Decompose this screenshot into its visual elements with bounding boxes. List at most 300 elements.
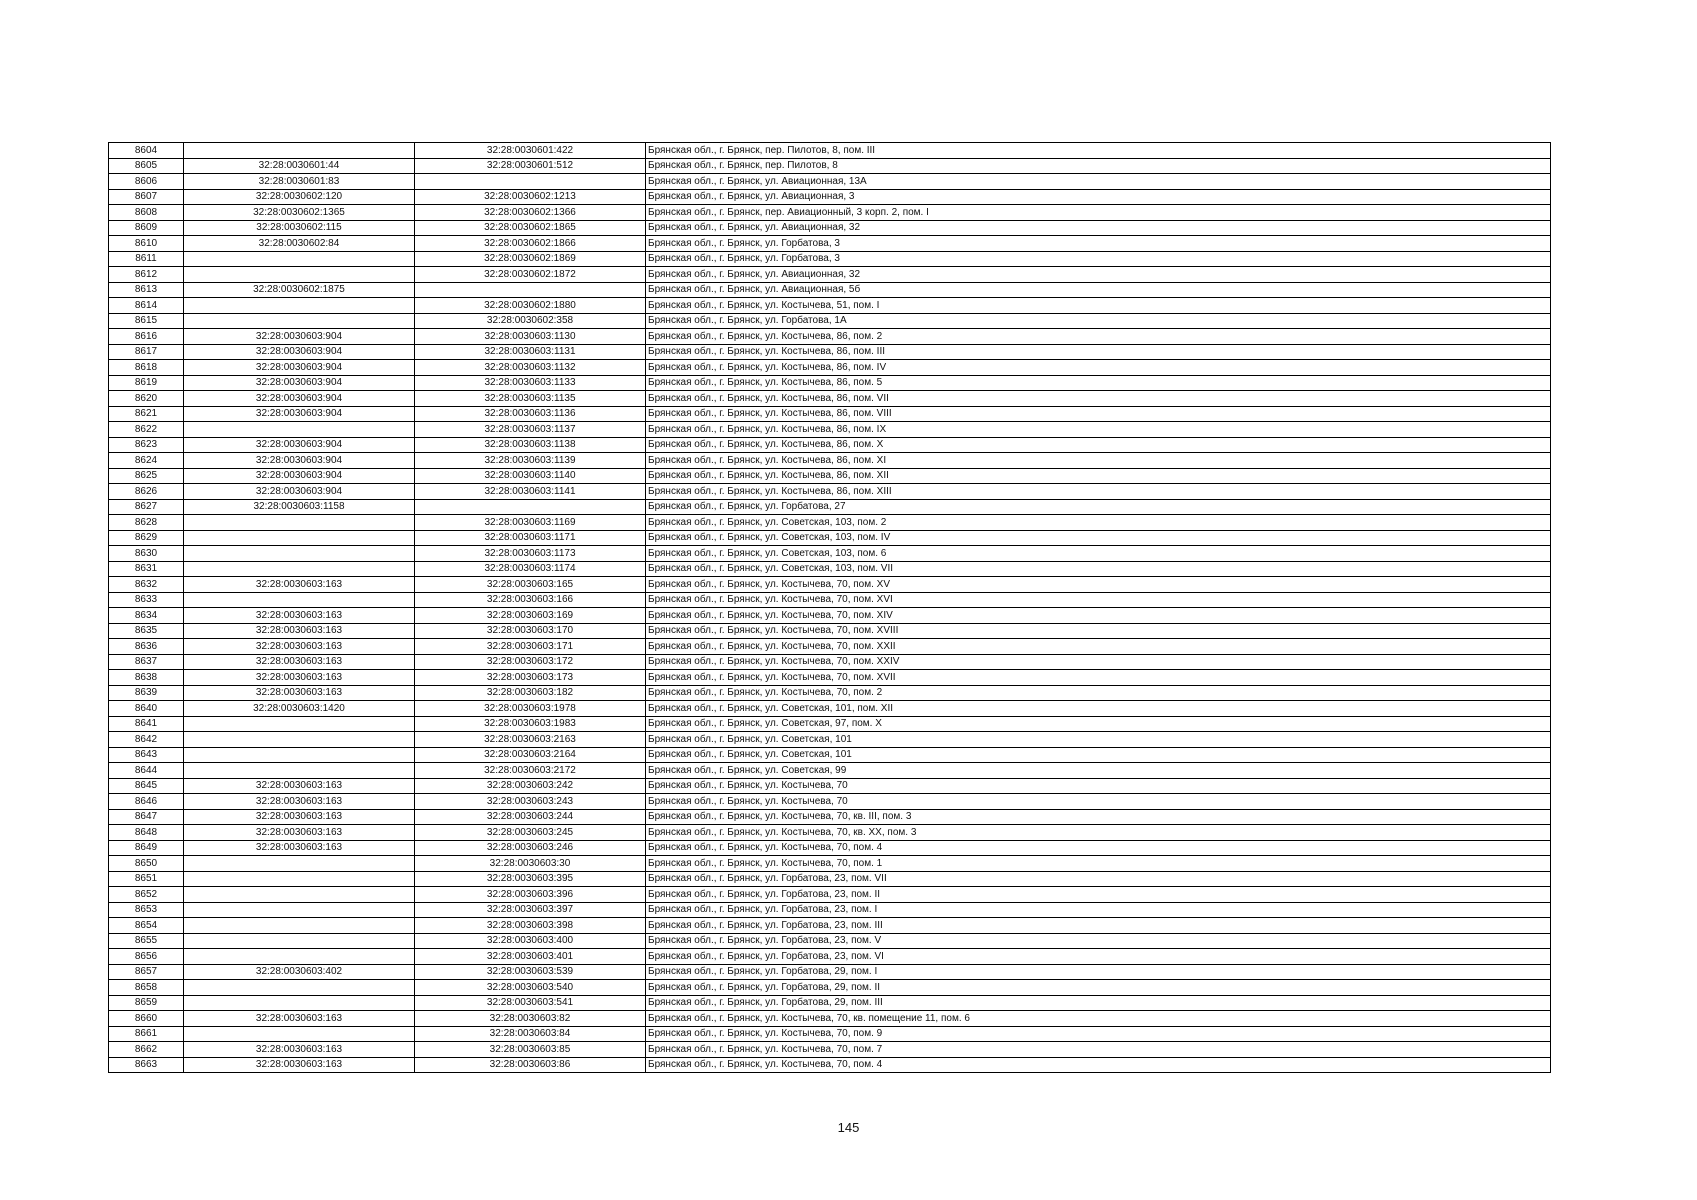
cadastral-number-cell: 32:28:0030603:169 (415, 608, 646, 624)
parent-cadastral-number-cell: 32:28:0030603:904 (184, 329, 415, 345)
table-row (109, 794, 1551, 810)
table-row (109, 809, 1551, 825)
table-row (109, 344, 1551, 360)
address-cell: Брянская обл., г. Брянск, ул. Костычева, 70, пом. XV (646, 577, 1551, 593)
cadastral-number-cell: 32:28:0030603:166 (415, 592, 646, 608)
table-row (109, 592, 1551, 608)
address-cell: Брянская обл., г. Брянск, ул. Авиационная, 3 (646, 189, 1551, 205)
address-cell: Брянская обл., г. Брянск, ул. Советская, 103, пом. 6 (646, 546, 1551, 562)
parent-cadastral-number-cell: 32:28:0030602:120 (184, 189, 415, 205)
cadastral-number-cell: 32:28:0030603:1169 (415, 515, 646, 531)
table-row (109, 391, 1551, 407)
cadastral-number-cell: 32:28:0030603:1978 (415, 701, 646, 717)
cadastral-number-cell: 32:28:0030603:401 (415, 949, 646, 965)
parent-cadastral-number-cell (184, 902, 415, 918)
cadastral-number-cell: 32:28:0030603:30 (415, 856, 646, 872)
address-cell: Брянская обл., г. Брянск, ул. Советская, 101 (646, 732, 1551, 748)
table-row (109, 158, 1551, 174)
cadastral-number-cell: 32:28:0030603:1131 (415, 344, 646, 360)
cadastral-number-cell: 32:28:0030602:358 (415, 313, 646, 329)
cadastral-number-cell: 32:28:0030603:246 (415, 840, 646, 856)
parent-cadastral-number-cell: 32:28:0030603:904 (184, 453, 415, 469)
row-number-cell: 8652 (109, 887, 184, 903)
cadastral-number-cell: 32:28:0030603:243 (415, 794, 646, 810)
cadastral-number-cell: 32:28:0030603:1132 (415, 360, 646, 376)
address-cell: Брянская обл., г. Брянск, ул. Костычева, 70, пом. 7 (646, 1042, 1551, 1058)
table-row (109, 933, 1551, 949)
cadastral-number-cell: 32:28:0030601:422 (415, 143, 646, 159)
row-number-cell: 8618 (109, 360, 184, 376)
table-row (109, 143, 1551, 159)
row-number-cell: 8623 (109, 437, 184, 453)
parent-cadastral-number-cell: 32:28:0030603:904 (184, 360, 415, 376)
cadastral-number-cell: 32:28:0030603:85 (415, 1042, 646, 1058)
table-row (109, 995, 1551, 1011)
cadastral-number-cell: 32:28:0030603:173 (415, 670, 646, 686)
table-row (109, 1042, 1551, 1058)
parent-cadastral-number-cell (184, 933, 415, 949)
parent-cadastral-number-cell (184, 546, 415, 562)
table-row (109, 825, 1551, 841)
address-cell: Брянская обл., г. Брянск, ул. Горбатова, 3 (646, 236, 1551, 252)
row-number-cell: 8619 (109, 375, 184, 391)
address-cell: Брянская обл., г. Брянск, ул. Горбатова, 29, пом. III (646, 995, 1551, 1011)
table-row (109, 515, 1551, 531)
table-row (109, 468, 1551, 484)
row-number-cell: 8661 (109, 1026, 184, 1042)
table-row (109, 778, 1551, 794)
table-row (109, 561, 1551, 577)
row-number-cell: 8650 (109, 856, 184, 872)
address-cell: Брянская обл., г. Брянск, ул. Советская, 99 (646, 763, 1551, 779)
cadastral-number-cell: 32:28:0030603:2163 (415, 732, 646, 748)
row-number-cell: 8613 (109, 282, 184, 298)
table-row (109, 964, 1551, 980)
parent-cadastral-number-cell (184, 1026, 415, 1042)
address-cell: Брянская обл., г. Брянск, ул. Костычева, 70, пом. 9 (646, 1026, 1551, 1042)
address-cell: Брянская обл., г. Брянск, ул. Костычева, 70 (646, 778, 1551, 794)
address-cell: Брянская обл., г. Брянск, ул. Советская, 103, пом. VII (646, 561, 1551, 577)
parent-cadastral-number-cell (184, 515, 415, 531)
parent-cadastral-number-cell (184, 251, 415, 267)
address-cell: Брянская обл., г. Брянск, пер. Пилотов, 8, пом. III (646, 143, 1551, 159)
page-number: 145 (837, 1120, 860, 1135)
address-cell: Брянская обл., г. Брянск, ул. Горбатова, 29, пом. II (646, 980, 1551, 996)
row-number-cell: 8645 (109, 778, 184, 794)
parent-cadastral-number-cell: 32:28:0030603:163 (184, 1057, 415, 1073)
table-row (109, 174, 1551, 190)
cadastral-number-cell: 32:28:0030603:1130 (415, 329, 646, 345)
table-row (109, 422, 1551, 438)
address-cell: Брянская обл., г. Брянск, ул. Костычева, 86, пом. IX (646, 422, 1551, 438)
cadastral-number-cell: 32:28:0030603:396 (415, 887, 646, 903)
address-cell: Брянская обл., г. Брянск, ул. Костычева, 70, пом. 1 (646, 856, 1551, 872)
parent-cadastral-number-cell: 32:28:0030603:904 (184, 484, 415, 500)
address-cell: Брянская обл., г. Брянск, ул. Костычева, 86, пом. IV (646, 360, 1551, 376)
parent-cadastral-number-cell: 32:28:0030601:83 (184, 174, 415, 190)
address-cell: Брянская обл., г. Брянск, ул. Горбатова, 23, пом. VI (646, 949, 1551, 965)
row-number-cell: 8626 (109, 484, 184, 500)
table-row (109, 267, 1551, 283)
table-row (109, 499, 1551, 515)
address-cell: Брянская обл., г. Брянск, ул. Костычева, 86, пом. XII (646, 468, 1551, 484)
address-cell: Брянская обл., г. Брянск, пер. Пилотов, 8 (646, 158, 1551, 174)
row-number-cell: 8615 (109, 313, 184, 329)
table-row (109, 205, 1551, 221)
address-cell: Брянская обл., г. Брянск, ул. Горбатова, 23, пом. V (646, 933, 1551, 949)
cadastral-number-cell: 32:28:0030602:1865 (415, 220, 646, 236)
parent-cadastral-number-cell: 32:28:0030603:904 (184, 375, 415, 391)
cadastral-number-cell: 32:28:0030603:1983 (415, 716, 646, 732)
row-number-cell: 8607 (109, 189, 184, 205)
table-row (109, 902, 1551, 918)
row-number-cell: 8656 (109, 949, 184, 965)
parent-cadastral-number-cell (184, 949, 415, 965)
address-cell: Брянская обл., г. Брянск, ул. Горбатова, 1А (646, 313, 1551, 329)
address-cell: Брянская обл., г. Брянск, ул. Советская, 101, пом. XII (646, 701, 1551, 717)
cadastral-number-cell (415, 282, 646, 298)
parent-cadastral-number-cell (184, 871, 415, 887)
cadastral-number-cell: 32:28:0030602:1213 (415, 189, 646, 205)
parent-cadastral-number-cell (184, 716, 415, 732)
cadastral-number-cell: 32:28:0030603:242 (415, 778, 646, 794)
row-number-cell: 8616 (109, 329, 184, 345)
address-cell: Брянская обл., г. Брянск, ул. Костычева, 86, пом. 2 (646, 329, 1551, 345)
cadastral-number-cell: 32:28:0030603:1139 (415, 453, 646, 469)
table-row (109, 685, 1551, 701)
row-number-cell: 8658 (109, 980, 184, 996)
table-row (109, 701, 1551, 717)
parent-cadastral-number-cell: 32:28:0030603:163 (184, 670, 415, 686)
parent-cadastral-number-cell: 32:28:0030603:402 (184, 964, 415, 980)
parent-cadastral-number-cell (184, 856, 415, 872)
parent-cadastral-number-cell (184, 530, 415, 546)
address-cell: Брянская обл., г. Брянск, ул. Костычева, 70 (646, 794, 1551, 810)
registry-table-body (109, 143, 1551, 1073)
table-row (109, 670, 1551, 686)
property-registry-table (108, 142, 1551, 1073)
address-cell: Брянская обл., г. Брянск, ул. Костычева, 86, пом. XIII (646, 484, 1551, 500)
row-number-cell: 8641 (109, 716, 184, 732)
row-number-cell: 8638 (109, 670, 184, 686)
row-number-cell: 8631 (109, 561, 184, 577)
row-number-cell: 8648 (109, 825, 184, 841)
address-cell: Брянская обл., г. Брянск, ул. Костычева, 70, пом. XVII (646, 670, 1551, 686)
parent-cadastral-number-cell: 32:28:0030603:904 (184, 391, 415, 407)
table-row (109, 406, 1551, 422)
parent-cadastral-number-cell: 32:28:0030603:163 (184, 809, 415, 825)
address-cell: Брянская обл., г. Брянск, ул. Советская, 103, пом. IV (646, 530, 1551, 546)
cadastral-number-cell: 32:28:0030603:1140 (415, 468, 646, 484)
address-cell: Брянская обл., г. Брянск, ул. Костычева, 70, пом. XVIII (646, 623, 1551, 639)
cadastral-number-cell: 32:28:0030603:1138 (415, 437, 646, 453)
cadastral-number-cell: 32:28:0030602:1869 (415, 251, 646, 267)
cadastral-number-cell (415, 499, 646, 515)
row-number-cell: 8632 (109, 577, 184, 593)
table-row (109, 546, 1551, 562)
parent-cadastral-number-cell (184, 747, 415, 763)
cadastral-number-cell: 32:28:0030603:1135 (415, 391, 646, 407)
parent-cadastral-number-cell (184, 980, 415, 996)
parent-cadastral-number-cell (184, 267, 415, 283)
table-row (109, 577, 1551, 593)
cadastral-number-cell: 32:28:0030603:82 (415, 1011, 646, 1027)
address-cell: Брянская обл., г. Брянск, ул. Горбатова, 23, пом. VII (646, 871, 1551, 887)
row-number-cell: 8653 (109, 902, 184, 918)
table-row (109, 747, 1551, 763)
parent-cadastral-number-cell: 32:28:0030601:44 (184, 158, 415, 174)
parent-cadastral-number-cell: 32:28:0030602:115 (184, 220, 415, 236)
parent-cadastral-number-cell: 32:28:0030602:1875 (184, 282, 415, 298)
address-cell: Брянская обл., г. Брянск, ул. Авиационная, 32 (646, 267, 1551, 283)
cadastral-number-cell: 32:28:0030602:1366 (415, 205, 646, 221)
table-row (109, 623, 1551, 639)
cadastral-number-cell: 32:28:0030603:245 (415, 825, 646, 841)
cadastral-number-cell: 32:28:0030601:512 (415, 158, 646, 174)
cadastral-number-cell: 32:28:0030603:400 (415, 933, 646, 949)
address-cell: Брянская обл., г. Брянск, ул. Авиационная, 5б (646, 282, 1551, 298)
table-row (109, 654, 1551, 670)
row-number-cell: 8621 (109, 406, 184, 422)
row-number-cell: 8660 (109, 1011, 184, 1027)
cadastral-number-cell: 32:28:0030603:395 (415, 871, 646, 887)
parent-cadastral-number-cell: 32:28:0030603:163 (184, 577, 415, 593)
cadastral-number-cell: 32:28:0030603:539 (415, 964, 646, 980)
address-cell: Брянская обл., г. Брянск, пер. Авиационный, 3 корп. 2, пом. I (646, 205, 1551, 221)
table-row (109, 871, 1551, 887)
row-number-cell: 8604 (109, 143, 184, 159)
cadastral-number-cell: 32:28:0030603:171 (415, 639, 646, 655)
table-row (109, 453, 1551, 469)
table-row (109, 437, 1551, 453)
parent-cadastral-number-cell: 32:28:0030603:1420 (184, 701, 415, 717)
address-cell: Брянская обл., г. Брянск, ул. Костычева, 86, пом. VIII (646, 406, 1551, 422)
row-number-cell: 8642 (109, 732, 184, 748)
table-row (109, 716, 1551, 732)
parent-cadastral-number-cell (184, 592, 415, 608)
row-number-cell: 8633 (109, 592, 184, 608)
table-row (109, 298, 1551, 314)
address-cell: Брянская обл., г. Брянск, ул. Костычева, 86, пом. XI (646, 453, 1551, 469)
parent-cadastral-number-cell (184, 918, 415, 934)
parent-cadastral-number-cell (184, 143, 415, 159)
cadastral-number-cell: 32:28:0030603:540 (415, 980, 646, 996)
row-number-cell: 8647 (109, 809, 184, 825)
parent-cadastral-number-cell (184, 995, 415, 1011)
table-row (109, 763, 1551, 779)
table-row (109, 329, 1551, 345)
table-row (109, 918, 1551, 934)
cadastral-number-cell: 32:28:0030603:244 (415, 809, 646, 825)
address-cell: Брянская обл., г. Брянск, ул. Костычева, 86, пом. X (646, 437, 1551, 453)
row-number-cell: 8606 (109, 174, 184, 190)
address-cell: Брянская обл., г. Брянск, ул. Горбатова, 3 (646, 251, 1551, 267)
address-cell: Брянская обл., г. Брянск, ул. Авиационная, 32 (646, 220, 1551, 236)
parent-cadastral-number-cell (184, 763, 415, 779)
address-cell: Брянская обл., г. Брянск, ул. Горбатова, 23, пом. II (646, 887, 1551, 903)
table-row (109, 639, 1551, 655)
parent-cadastral-number-cell: 32:28:0030603:163 (184, 840, 415, 856)
table-row (109, 236, 1551, 252)
parent-cadastral-number-cell: 32:28:0030603:904 (184, 344, 415, 360)
cadastral-number-cell: 32:28:0030603:1173 (415, 546, 646, 562)
row-number-cell: 8609 (109, 220, 184, 236)
cadastral-number-cell: 32:28:0030603:397 (415, 902, 646, 918)
row-number-cell: 8643 (109, 747, 184, 763)
row-number-cell: 8611 (109, 251, 184, 267)
address-cell: Брянская обл., г. Брянск, ул. Костычева, 86, пом. 5 (646, 375, 1551, 391)
address-cell: Брянская обл., г. Брянск, ул. Костычева, 70, пом. XXIV (646, 654, 1551, 670)
row-number-cell: 8635 (109, 623, 184, 639)
table-row (109, 949, 1551, 965)
row-number-cell: 8610 (109, 236, 184, 252)
table-row (109, 887, 1551, 903)
parent-cadastral-number-cell: 32:28:0030603:163 (184, 794, 415, 810)
cadastral-number-cell: 32:28:0030603:2172 (415, 763, 646, 779)
parent-cadastral-number-cell (184, 422, 415, 438)
row-number-cell: 8663 (109, 1057, 184, 1073)
cadastral-number-cell: 32:28:0030603:172 (415, 654, 646, 670)
address-cell: Брянская обл., г. Брянск, ул. Костычева, 70, кв. помещение 11, пом. 6 (646, 1011, 1551, 1027)
parent-cadastral-number-cell (184, 298, 415, 314)
cadastral-number-cell: 32:28:0030603:1133 (415, 375, 646, 391)
row-number-cell: 8629 (109, 530, 184, 546)
address-cell: Брянская обл., г. Брянск, ул. Советская, 97, пом. X (646, 716, 1551, 732)
row-number-cell: 8630 (109, 546, 184, 562)
cadastral-number-cell: 32:28:0030603:1171 (415, 530, 646, 546)
parent-cadastral-number-cell: 32:28:0030602:84 (184, 236, 415, 252)
row-number-cell: 8608 (109, 205, 184, 221)
cadastral-number-cell: 32:28:0030603:182 (415, 685, 646, 701)
row-number-cell: 8654 (109, 918, 184, 934)
address-cell: Брянская обл., г. Брянск, ул. Горбатова, 27 (646, 499, 1551, 515)
cadastral-number-cell: 32:28:0030603:1137 (415, 422, 646, 438)
address-cell: Брянская обл., г. Брянск, ул. Советская, 101 (646, 747, 1551, 763)
cadastral-number-cell: 32:28:0030603:541 (415, 995, 646, 1011)
parent-cadastral-number-cell: 32:28:0030603:163 (184, 778, 415, 794)
cadastral-number-cell: 32:28:0030603:86 (415, 1057, 646, 1073)
parent-cadastral-number-cell: 32:28:0030603:163 (184, 685, 415, 701)
row-number-cell: 8624 (109, 453, 184, 469)
parent-cadastral-number-cell: 32:28:0030603:163 (184, 654, 415, 670)
address-cell: Брянская обл., г. Брянск, ул. Горбатова, 29, пом. I (646, 964, 1551, 980)
table-row (109, 251, 1551, 267)
parent-cadastral-number-cell: 32:28:0030603:163 (184, 1042, 415, 1058)
address-cell: Брянская обл., г. Брянск, ул. Костычева, 70, пом. XIV (646, 608, 1551, 624)
address-cell: Брянская обл., г. Брянск, ул. Костычева, 70, пом. 2 (646, 685, 1551, 701)
parent-cadastral-number-cell: 32:28:0030603:1158 (184, 499, 415, 515)
cadastral-number-cell: 32:28:0030603:84 (415, 1026, 646, 1042)
address-cell: Брянская обл., г. Брянск, ул. Костычева, 86, пом. III (646, 344, 1551, 360)
table-row (109, 1026, 1551, 1042)
parent-cadastral-number-cell: 32:28:0030602:1365 (184, 205, 415, 221)
row-number-cell: 8662 (109, 1042, 184, 1058)
cadastral-number-cell: 32:28:0030603:1174 (415, 561, 646, 577)
row-number-cell: 8634 (109, 608, 184, 624)
parent-cadastral-number-cell (184, 561, 415, 577)
table-row (109, 484, 1551, 500)
table-row (109, 282, 1551, 298)
parent-cadastral-number-cell: 32:28:0030603:904 (184, 468, 415, 484)
parent-cadastral-number-cell: 32:28:0030603:904 (184, 437, 415, 453)
address-cell: Брянская обл., г. Брянск, ул. Костычева, 70, кв. III, пом. 3 (646, 809, 1551, 825)
cadastral-number-cell (415, 174, 646, 190)
cadastral-number-cell: 32:28:0030602:1866 (415, 236, 646, 252)
address-cell: Брянская обл., г. Брянск, ул. Костычева, 86, пом. VII (646, 391, 1551, 407)
row-number-cell: 8625 (109, 468, 184, 484)
address-cell: Брянская обл., г. Брянск, ул. Горбатова, 23, пом. I (646, 902, 1551, 918)
row-number-cell: 8644 (109, 763, 184, 779)
parent-cadastral-number-cell: 32:28:0030603:904 (184, 406, 415, 422)
row-number-cell: 8649 (109, 840, 184, 856)
row-number-cell: 8657 (109, 964, 184, 980)
table-row (109, 220, 1551, 236)
cadastral-number-cell: 32:28:0030603:1141 (415, 484, 646, 500)
cadastral-number-cell: 32:28:0030602:1880 (415, 298, 646, 314)
row-number-cell: 8628 (109, 515, 184, 531)
table-row (109, 360, 1551, 376)
parent-cadastral-number-cell: 32:28:0030603:163 (184, 608, 415, 624)
row-number-cell: 8605 (109, 158, 184, 174)
row-number-cell: 8620 (109, 391, 184, 407)
row-number-cell: 8655 (109, 933, 184, 949)
address-cell: Брянская обл., г. Брянск, ул. Костычева, 51, пом. I (646, 298, 1551, 314)
address-cell: Брянская обл., г. Брянск, ул. Советская, 103, пом. 2 (646, 515, 1551, 531)
row-number-cell: 8612 (109, 267, 184, 283)
table-row (109, 313, 1551, 329)
cadastral-number-cell: 32:28:0030603:398 (415, 918, 646, 934)
parent-cadastral-number-cell: 32:28:0030603:163 (184, 639, 415, 655)
parent-cadastral-number-cell (184, 732, 415, 748)
row-number-cell: 8622 (109, 422, 184, 438)
row-number-cell: 8617 (109, 344, 184, 360)
row-number-cell: 8614 (109, 298, 184, 314)
address-cell: Брянская обл., г. Брянск, ул. Костычева, 70, пом. 4 (646, 1057, 1551, 1073)
cadastral-number-cell: 32:28:0030603:1136 (415, 406, 646, 422)
parent-cadastral-number-cell: 32:28:0030603:163 (184, 623, 415, 639)
address-cell: Брянская обл., г. Брянск, ул. Костычева, 70, пом. 4 (646, 840, 1551, 856)
cadastral-number-cell: 32:28:0030602:1872 (415, 267, 646, 283)
table-row (109, 189, 1551, 205)
table-row (109, 732, 1551, 748)
table-row (109, 1057, 1551, 1073)
row-number-cell: 8659 (109, 995, 184, 1011)
row-number-cell: 8637 (109, 654, 184, 670)
table-row (109, 1011, 1551, 1027)
parent-cadastral-number-cell: 32:28:0030603:163 (184, 825, 415, 841)
parent-cadastral-number-cell (184, 887, 415, 903)
address-cell: Брянская обл., г. Брянск, ул. Костычева, 70, кв. XX, пом. 3 (646, 825, 1551, 841)
cadastral-number-cell: 32:28:0030603:2164 (415, 747, 646, 763)
row-number-cell: 8639 (109, 685, 184, 701)
row-number-cell: 8646 (109, 794, 184, 810)
address-cell: Брянская обл., г. Брянск, ул. Горбатова, 23, пом. III (646, 918, 1551, 934)
row-number-cell: 8627 (109, 499, 184, 515)
address-cell: Брянская обл., г. Брянск, ул. Костычева, 70, пом. XXII (646, 639, 1551, 655)
address-cell: Брянская обл., г. Брянск, ул. Авиационная, 13А (646, 174, 1551, 190)
table-row (109, 840, 1551, 856)
table-row (109, 530, 1551, 546)
table-row (109, 608, 1551, 624)
cadastral-number-cell: 32:28:0030603:165 (415, 577, 646, 593)
row-number-cell: 8651 (109, 871, 184, 887)
table-row (109, 856, 1551, 872)
row-number-cell: 8640 (109, 701, 184, 717)
table-row (109, 375, 1551, 391)
cadastral-number-cell: 32:28:0030603:170 (415, 623, 646, 639)
row-number-cell: 8636 (109, 639, 184, 655)
address-cell: Брянская обл., г. Брянск, ул. Костычева, 70, пом. XVI (646, 592, 1551, 608)
